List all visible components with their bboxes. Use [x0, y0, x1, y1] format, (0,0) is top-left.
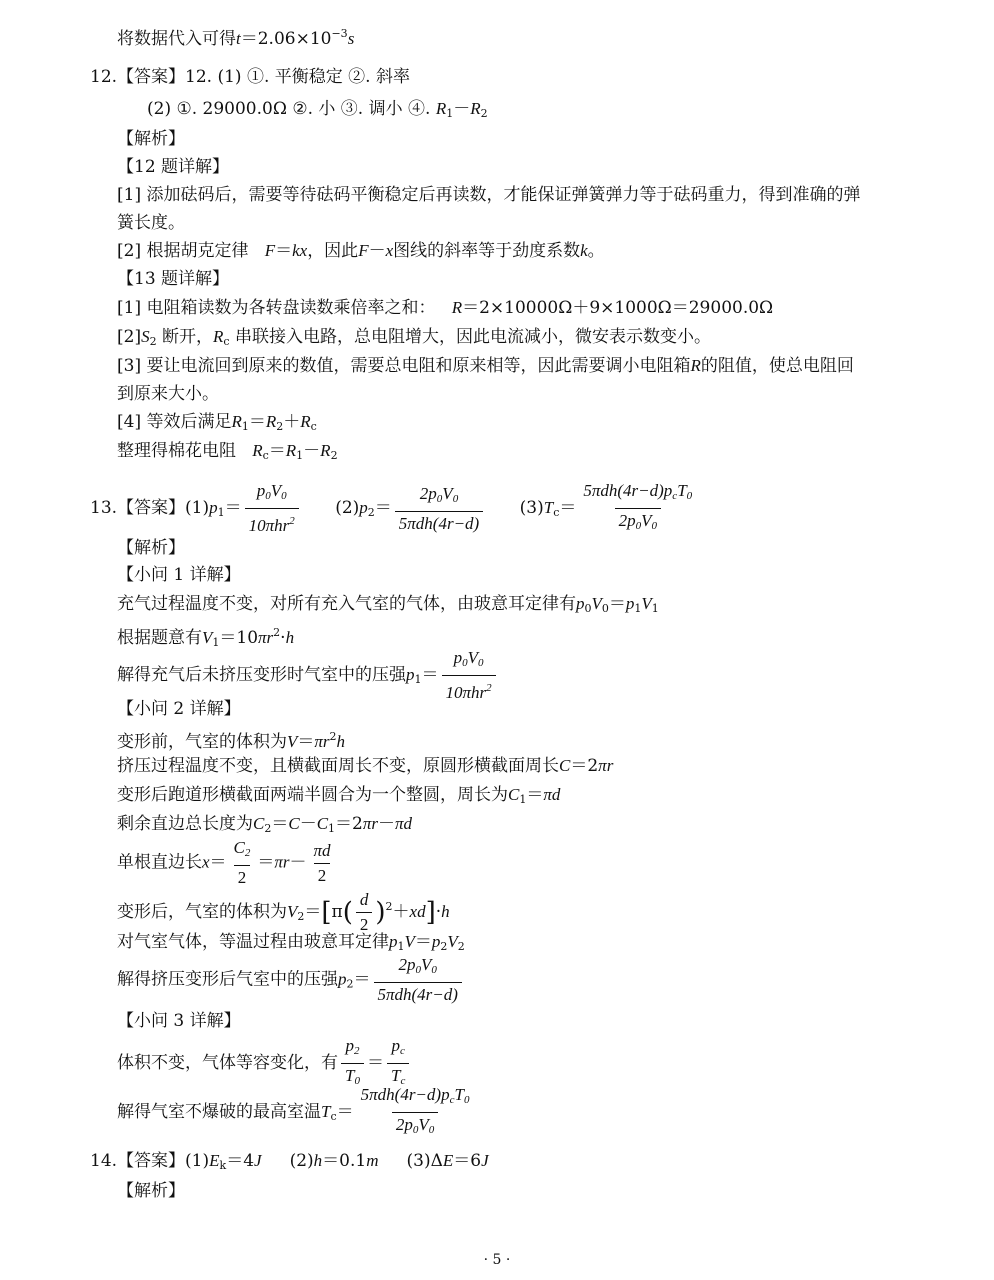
- q12-p1b: 簧长度。: [117, 213, 185, 233]
- q12-p1a: [1] 添加砝码后，需要等待砝码平衡稳定后再读数，才能保证弹簧弹力等于砝码重力，得到准确的弹: [117, 185, 861, 205]
- q13-s2a: 变形前，气室的体积为$V=\pi r^2h$: [117, 730, 346, 752]
- q12-p5: [3] 要让电流回到原来的数值，需要总电阻和原来相等，因此需要调小电阻箱R的阻值，使总电阻回: [117, 356, 854, 376]
- q14-jiexi: 【解析】: [117, 1181, 185, 1201]
- q13-s3b: 解得气室不爆破的最高室温$T_c=$ $\frac{5\pi dh(4r-d)p_cT_0}{2p_0V_0}$: [117, 1085, 476, 1140]
- q12-p6: [4] 等效后满足$R_1=R_2+R_c$: [117, 412, 317, 433]
- q13-s1c: 解得充气后未挤压变形时气室中的压强$p_1=$ $\frac{p_0V_0}{10\pi hr^2}$: [117, 648, 499, 703]
- q13-heading-in-12: 【13 题详解】: [117, 269, 230, 289]
- q13-s1-heading: 【小问 1 详解】: [117, 565, 241, 585]
- q13-s3-heading: 【小问 3 详解】: [117, 1011, 241, 1031]
- q12-answer-part2: (2) ①. 29000.0Ω ②. 小 ③. 调小 ④. $R_1-R_2$: [147, 99, 488, 120]
- q12-p4: $[2]S_2$ 断开，$R_c$ 串联接入电路，总电阻增大，因此电流减小，微安表示数变小。: [117, 327, 711, 348]
- q13-s2h: 解得挤压变形后气室中的压强$p_2=$ $\frac{2p_0V_0}{\text{5πdh(4r−d)}}$: [117, 955, 465, 1005]
- q13-s2f: 变形后，气室的体积为$V_2=[\pi$( $\frac{d}{2}$ )$^2$＋xd]·h: [117, 890, 450, 934]
- q13-answer: 13.【答案】$(1)p_1=$ $\frac{p_0V_0}{10\pi hr^2}$ $(2)p_2=$ $\frac{2p_0V_0}{\text{5πdh(4r−d)}}$ $(3)T_c=$ $\frac{5\pi dh(4r-d)p_cT_0}{2p_0V_0}$: [90, 481, 693, 535]
- q13-s2c: 变形后跑道形横截面两端半圆合为一个整圆，周长为$C_1=\pi d$: [117, 785, 561, 806]
- q13-s2d: 剩余直边总长度为$C_2=C-C_1=2\pi r-\pi d$: [117, 814, 413, 835]
- q12-p7: 整理得棉花电阻 $R_c=R_1-R_2$: [117, 441, 338, 462]
- q12-p5c: 到原来大小。: [117, 384, 219, 404]
- page-number: · 5 ·: [483, 1252, 511, 1268]
- q13-s2g: 对气室气体，等温过程由玻意耳定律$p_1V=p_2V_2$: [117, 932, 465, 953]
- q13-s2e: 单根直边长x＝ $\frac{C_2}{2}$ ＝πr－ $\frac{\pi d}{2}$: [117, 838, 331, 887]
- q12-p3: [1] 电阻箱读数为各转盘读数乘倍率之和： R＝2×10000Ω＋9×1000Ω＝29000.0Ω: [117, 298, 774, 318]
- q13-s1b: 根据题意有$V_1=10\pi r^2\cdot h$: [117, 626, 295, 649]
- q12-jiexi: 【解析】: [117, 129, 185, 149]
- q12-p2: [2] 根据胡克定律 F＝kx，因此F－x图线的斜率等于劲度系数k。: [117, 241, 605, 261]
- q12-answer: 12.【答案】12. (1) ①. 平衡稳定 ②. 斜率: [90, 67, 410, 87]
- q14-answer: 14.【答案】$(1)E_k=4J$ (2)h＝0.1m (3)ΔE＝6J: [90, 1151, 489, 1172]
- q13-s2-heading: 【小问 2 详解】: [117, 699, 241, 719]
- q13-jiexi: 【解析】: [117, 538, 185, 558]
- q13-s2b: 挤压过程温度不变，且横截面周长不变，原圆形横截面周长C＝2πr: [117, 756, 614, 776]
- q12-sub-heading: 【12 题详解】: [117, 157, 230, 177]
- q13-s3a: 体积不变，气体等容变化，有 $\frac{p_2}{T_0}$ ＝ $\frac{p_c}{T_c}$: [117, 1036, 412, 1091]
- q13-s1a: 充气过程温度不变，对所有充入气室的气体，由玻意耳定律有$p_0V_0=p_1V_1$: [117, 594, 659, 615]
- result-line: 将数据代入可得$t=2.06\times 10^{-3}s$: [117, 27, 355, 49]
